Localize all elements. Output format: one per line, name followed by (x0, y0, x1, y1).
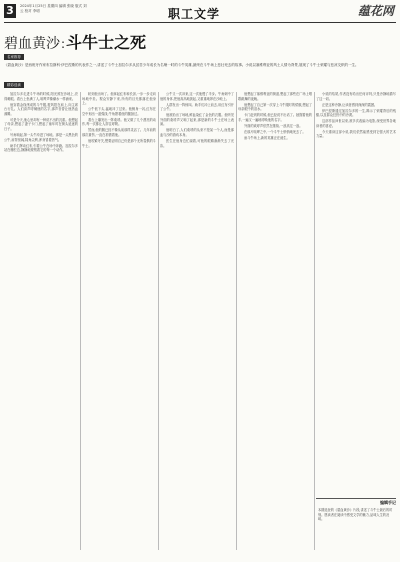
title-colon: : (61, 37, 66, 51)
paragraph: 轮到他出场了。他拿起红布和长剑,一步一步走向场地中央。观众安静下来,所有的目光都落在他身上。 (82, 92, 156, 106)
column-divider (236, 92, 237, 550)
paragraph: 他咬紧牙关,想要证明自己仍是那个无所畏惧的斗牛士。 (82, 138, 156, 148)
paragraph: 加拉尔多走进斗牛场的时候,阳光照在沙地上,亮得刺眼。看台上坐满了人,喧哗声像潮水一样涌来。 (4, 92, 78, 101)
article-title (4, 30, 146, 52)
paragraph: 今天重读这部小说,我们依然能感受到它强大的艺术力量。 (316, 129, 396, 139)
paragraph: 在那片喧哗之中,一个斗牛士悄悄地死去了。 (244, 129, 306, 134)
header-divider (4, 22, 396, 23)
paragraph: 可是今天,他心里却有一种说不出的沉重。他想起了母亲,想起了妻子卡门,想起了童年时在街头追逐的日子。 (4, 117, 78, 131)
paragraph: 他想起了塞维利亚的街道,想起了那些在广场上唱歌跳舞的夜晚。 (238, 92, 312, 101)
issue-meta: 2024年1月25日 星期四 编辑 张晓 版式 刘云 校对 李明 (20, 4, 87, 13)
paragraph: 这部作品问世以来,被多次改编为电影,深受世界各地读者的喜爱。 (316, 119, 396, 128)
paragraph: 他被抬出了场地,鲜血染红了金色的衣服。他听见外面的欢呼声又响了起来,那是新的斗牛士在场上表演。 (160, 113, 234, 127)
paragraph: 医生在他身边忙碌着,可他的眼睛渐渐失去了光彩。 (160, 138, 234, 148)
newspaper-logo: 蕴花网 (357, 4, 394, 18)
paragraph: 卡门赶到的时候,他已经说不出话了。她握着他的手,一遍又一遍地呼唤他的名字。 (238, 113, 312, 122)
paragraph: 公牛低下头,猛地冲了过来。他侧身一闪,红布在空中划出一道弧线,牛角擦着他的腰掠过。 (82, 107, 156, 116)
paragraph: 号角响起,第一头牛冲进了场地。那是一头黑色的公牛,肩背宽阔,犄角尖利,浑身冒着热气。 (4, 132, 78, 142)
column-divider (314, 92, 315, 550)
article-intro: 《碧血黄沙》是西班牙作家布拉斯科·伊巴涅斯的代表作之一,讲述了斗牛士加拉尔多从贫苦少年成长为名噪一时的斗牛英雄,最终在斗牛场上悲壮死去的故事。小说以塞维利亚的风土人情为背景,展现了斗牛士荣耀与悲凉交织的一生。 (4, 63, 359, 67)
paragraph: 小说的结尾,作者没有给出任何评判,只是冷静地描写了这一切。 (316, 92, 396, 101)
paragraph: 外面的欢呼声依然在继续,一浪高过一浪。 (244, 123, 303, 128)
paragraph: 伊巴涅斯通过加拉尔多的一生,揭示了荣耀背后的残酷,以及群众狂热中的冷漠。 (316, 108, 396, 118)
text-column-1 (4, 92, 78, 550)
paragraph: 他穿着金线绣成的斗牛服,披风搭在肩上,向主席台行礼。人们高声呼喊他的名字,那声音曾让他热血沸腾。 (4, 102, 78, 116)
title-subtitle: 斗牛士之死 (66, 33, 147, 52)
article-tag: 名家推荐 (4, 54, 24, 60)
section-label: 精彩选读 (4, 82, 24, 88)
text-column-5 (316, 92, 396, 492)
paragraph: 看台上爆发出一阵欢呼。他又做了几个漂亮的动作,每一次都让人屏住呼吸。 (82, 117, 156, 127)
column-divider (80, 92, 81, 550)
text-column-4 (238, 92, 312, 550)
paragraph: 他明白了,人们欢呼的从来不是某一个人,而是那血与沙的游戏本身。 (160, 128, 234, 137)
paragraph: 人群发出一阵惊叫。助手们冲上前去,用红布引开了公牛。 (160, 102, 234, 112)
paragraph: 然而,他的腿已经不像从前那样灵活了。几年前的那次重伤,一直在折磨着他。 (82, 128, 156, 137)
section-title: 职工文学 (168, 7, 221, 21)
paragraph: 助手们挥动红布,引着公牛在场中奔跑。加拉尔多站在栅栏边,静静地观察着它的每一个动作。 (4, 143, 78, 153)
text-column-3 (160, 92, 234, 550)
paragraph: 他想起了自己第一次穿上斗牛服时的骄傲,想起了母亲眼中的泪水。 (238, 102, 312, 112)
paragraph: 公牛又一次冲来,这一次他慢了半步。牛角刺中了他的身体,把他高高地挑起,又重重地摔在沙地上。 (160, 92, 234, 101)
paragraph: 而斗牛场上,新的英雄正在诞生。 (244, 135, 290, 140)
column-divider (158, 92, 159, 550)
editor-note-text: 本期选登的《碧血黄沙》片段,讲述了斗牛士最后的时刻。愿读者在阅读中感受文学的魅力,品味人生的况味。 (318, 508, 393, 522)
page-number: 3 (4, 4, 16, 18)
text-column-2 (82, 92, 156, 550)
editor-note-title: 编辑手记 (380, 500, 396, 505)
paragraph: 正是这种冷静,让读者感到深深的震撼。 (322, 102, 378, 107)
title-main: 碧血黄沙 (4, 36, 60, 52)
